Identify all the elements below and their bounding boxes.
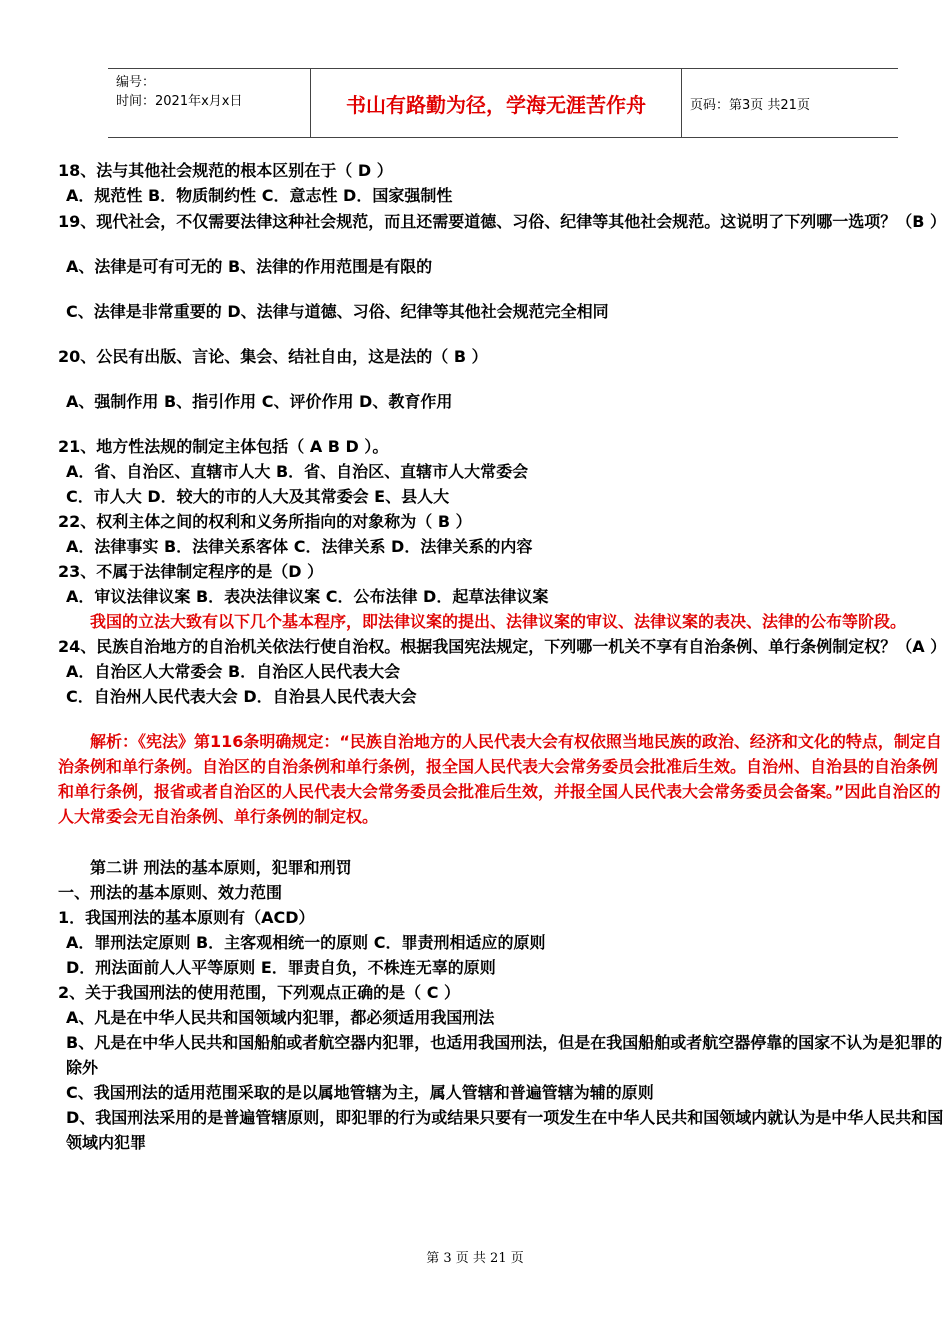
- question-24-option-cd: C．自治州人民代表大会 D．自治县人民代表大会: [66, 687, 417, 706]
- question-24: 24、民族自治地方的自治机关依法行使自治权。根据我国宪法规定，下列哪一机关不享有自治条例、单行条例制定权？（A ）: [58, 637, 947, 656]
- question-21-option-ab: A．省、自治区、直辖市人大 B．省、自治区、直辖市人大常委会: [66, 462, 529, 481]
- item-1-option-de: D．刑法面前人人平等原则 E．罪责自负，不株连无辜的原则: [66, 958, 496, 977]
- question-23-options: A．审议法律议案 B．表决法律议案 C．公布法律 D．起草法律议案: [66, 587, 549, 606]
- item-1-option-abc: A．罪刑法定原则 B．主客观相统一的原则 C．罪责刑相适应的原则: [66, 933, 546, 952]
- question-24-explanation: 解析：《宪法》第116条明确规定：“民族自治地方的人民代表大会有权依照当地民族的政治、经济和文化的特点，制定自治条例和单行条例。自治区的自治条例和单行条例，报全国人民代表大会常务委员会批准后生效。自治州、自治县的自治条例和单行条例，报省或者自治区的人民代表大会常务委员会批准后生效，并报全国人民代表大会常务委员会备案。”因此自治区的人大常委会无自治条例、单行条例的制定权。: [58, 732, 942, 826]
- question-23: 23、不属于法律制定程序的是（D ）: [58, 562, 324, 581]
- item-2-option-d: D、我国刑法采用的是普遍管辖原则，即犯罪的行为或结果只要有一项发生在中华人民共和国领域内就认为是中华人民共和国领域内犯罪: [66, 1108, 944, 1152]
- header-motto: 书山有路勤为径，学海无涯苦作舟: [310, 69, 682, 137]
- header-page-info: 页码：第3页 共21页: [690, 97, 810, 113]
- question-23-explanation: 我国的立法大致有以下几个基本程序，即法律议案的提出、法律议案的审议、法律议案的表决、法律的公布等阶段。: [90, 612, 907, 631]
- item-2-option-c: C、我国刑法的适用范围采取的是以属地管辖为主，属人管辖和普遍管辖为辅的原则: [66, 1083, 654, 1102]
- question-24-option-ab: A．自治区人大常委会 B．自治区人民代表大会: [66, 662, 401, 681]
- page-footer: 第 3 页 共 21 页: [426, 1251, 524, 1266]
- header-meta: [108, 69, 310, 137]
- item-2-option-a: A、凡是在中华人民共和国领域内犯罪，都必须适用我国刑法: [66, 1008, 495, 1027]
- question-22-options: A．法律事实 B．法律关系客体 C．法律关系 D．法律关系的内容: [66, 537, 533, 556]
- document-body: [58, 158, 946, 1155]
- question-19-option-ab: A、法律是可有可无的 B、法律的作用范围是有限的: [66, 257, 433, 276]
- item-2: 2、关于我国刑法的使用范围，下列观点正确的是（ C ）: [58, 983, 461, 1002]
- section-heading: 一、刑法的基本原则、效力范围: [58, 883, 283, 902]
- item-2-option-b: B、凡是在中华人民共和国船舶或者航空器内犯罪，也适用我国刑法，但是在我国船舶或者航空器停靠的国家不认为是犯罪的除外: [66, 1033, 943, 1077]
- lecture-heading: 第二讲 刑法的基本原则，犯罪和刑罚: [90, 858, 352, 877]
- question-18: 18、法与其他社会规范的根本区别在于（ D ）: [58, 161, 393, 180]
- question-20: 20、公民有出版、言论、集会、结社自由，这是法的（ B ）: [58, 347, 488, 366]
- question-21-option-cde: C．市人大 D．较大的市的人大及其常委会 E、县人大: [66, 487, 450, 506]
- header-time-label: 时间：2021年x月x日: [116, 94, 243, 109]
- question-18-options: A．规范性 B．物质制约性 C．意志性 D．国家强制性: [66, 186, 453, 205]
- item-1: 1．我国刑法的基本原则有（ACD）: [58, 908, 315, 927]
- question-20-options: A、强制作用 B、指引作用 C、评价作用 D、教育作用: [66, 392, 453, 411]
- question-19-option-cd: C、法律是非常重要的 D、法律与道德、习俗、纪律等其他社会规范完全相同: [66, 302, 609, 321]
- question-21: 21、地方性法规的制定主体包括（ A B D ）。: [58, 437, 389, 456]
- question-22: 22、权利主体之间的权利和义务所指向的对象称为（ B ）: [58, 512, 472, 531]
- question-19: 19、现代社会，不仅需要法律这种社会规范，而且还需要道德、习俗、纪律等其他社会规范。这说明了下列哪一选项？（B ）: [58, 212, 947, 231]
- header-code-label: 编号：: [116, 75, 156, 90]
- page-header: [108, 68, 898, 138]
